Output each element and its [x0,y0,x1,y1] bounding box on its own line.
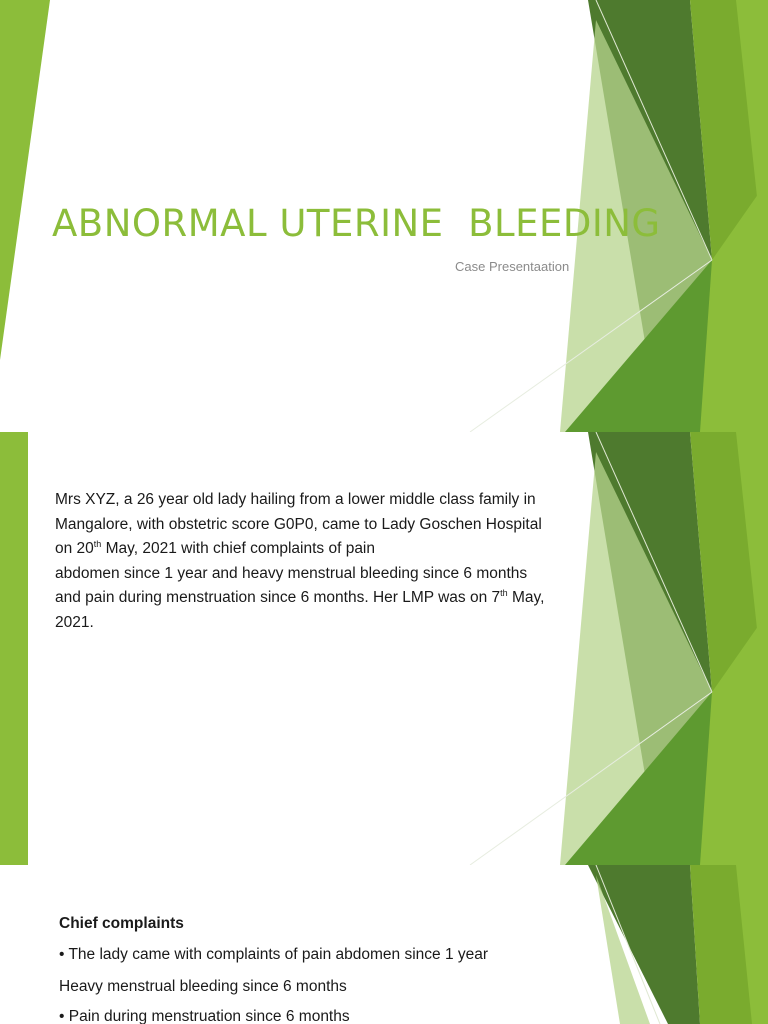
green-facet-decoration [0,865,768,1024]
list-item: Heavy menstrual bleeding since 6 months [59,978,347,995]
text-line: and pain during menstruation since 6 months. Her LMP was on 7th May, [55,588,545,607]
section-heading: Chief complaints [59,915,184,932]
list-item: • Pain during menstruation since 6 months [59,1008,350,1024]
slide-case-history [0,432,768,865]
text-line: Mangalore, with obstetric score G0P0, came to Lady Goschen Hospital [55,515,542,533]
text-line: Mrs XYZ, a 26 year old lady hailing from a lower middle class family in [55,491,536,508]
page-title: ABNORMAL UTERINE BLEEDING [52,202,661,245]
case-history-paragraph [55,488,615,636]
subtitle: Case Presentaation [455,259,570,274]
list-item: • The lady came with complaints of pain abdomen since 1 year [59,946,489,963]
slide-title [0,0,768,432]
text-line: abdomen since 1 year and heavy menstrual bleeding since 6 months [55,564,528,582]
slide-chief-complaints [0,865,768,1024]
text-line: 2021. [55,613,94,631]
text-line: on 20th May, 2021 with chief complaints of pain [55,539,375,558]
